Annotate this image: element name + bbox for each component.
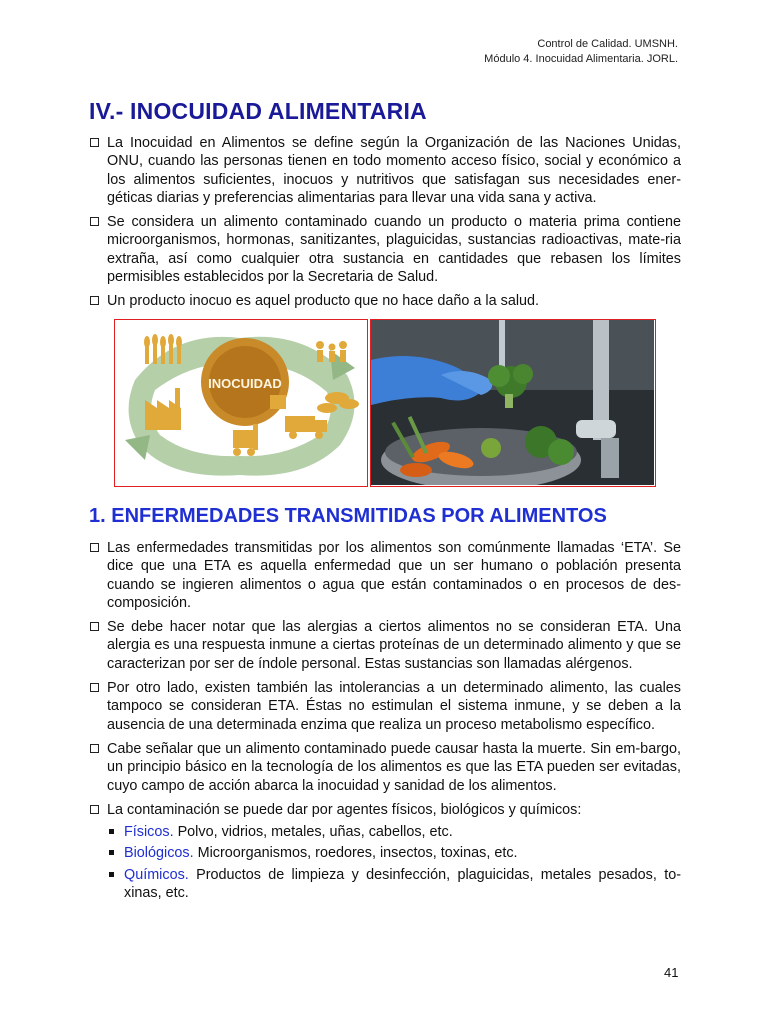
list-item: Se considera un alimento contaminado cuando un producto o materia prima contiene microorganismos, hormonas, sanitizantes, plaguicidas, sustancias radioactivas, mate-ria extraña, así como cualquier otra sustancia en cantidades que rebasen los límites permisibles establecidos por la Secretaria de Salud. — [89, 213, 681, 286]
list-item: Por otro lado, existen también las intolerancias a un determinado alimento, las cuales tampoco se consideran ETA. Éstas no estimulan el sistema inmune, y se deben a la ausencia de una determinada enzima que realiza un proceso metabolismo específico. — [89, 679, 681, 734]
section-title: 1. ENFERMEDADES TRANSMITIDAS POR ALIMENTOS — [89, 505, 607, 527]
square-bullet-icon — [109, 850, 114, 855]
list-item: La contaminación se puede dar por agentes físicos, biológicos y químicos: Físicos. Polvo, vidrios, metales, uñas, cabellos, etc. Biológicos. Microorganismos, roedores, insectos, toxinas, etc. Químicos. Productos de limpieza y desinfección, plaguicidas, metales pesados, to-xinas, etc. — [89, 801, 681, 902]
header-module: Módulo 4. Inocuidad Alimentaria. JORL. — [484, 53, 678, 65]
list-item-agent: Físicos. Polvo, vidrios, metales, uñas, cabellos, etc. — [107, 823, 681, 841]
page-header — [484, 37, 678, 67]
checkbox-bullet-icon — [90, 622, 99, 631]
list-item: Un producto inocuo es aquel producto que no hace daño a la salud. — [89, 292, 681, 310]
inocuidad-cycle-graphic — [115, 320, 366, 485]
contamination-agents-list — [107, 823, 681, 902]
list-item: La Inocuidad en Alimentos se define según la Organización de las Naciones Unidas, ONU, cuando las personas tienen en todo momento acceso físico, social y económico a los alimentos suficientes, inocuos y nutritivos que satisfagan sus necesidades ener-géticas diarias y preferencias alimentarias para llevar una vida sana y activa. — [89, 134, 681, 207]
checkbox-bullet-icon — [90, 683, 99, 692]
square-bullet-icon — [109, 872, 114, 877]
washing-vegetables-graphic — [371, 320, 654, 485]
list-item-agent: Biológicos. Microorganismos, roedores, insectos, toxinas, etc. — [107, 844, 681, 862]
chapter-title: IV.- INOCUIDAD ALIMENTARIA — [89, 98, 427, 124]
checkbox-bullet-icon — [90, 217, 99, 226]
list-item-agent: Químicos. Productos de limpieza y desinfección, plaguicidas, metales pesados, to-xinas, etc. — [107, 866, 681, 903]
header-course: Control de Calidad. UMSNH. — [537, 38, 678, 50]
list-item: Se debe hacer notar que las alergias a ciertos alimentos no se consideran ETA. Una alergia es una respuesta inmune a ciertas proteínas de un determinado alimento y que se caracterizan por ser de índole personal. Estas sustancias son llamadas alérgenos. — [89, 618, 681, 673]
checkbox-bullet-icon — [90, 296, 99, 305]
eta-list — [89, 539, 681, 908]
intro-list — [89, 134, 681, 317]
list-item: Las enfermedades transmitidas por los alimentos son comúnmente llamadas ‘ETA’. Se dice que una ETA es aquella enfermedad que un ser humano o población presenta cuando se ingieren alimentos o agua que están contaminados o en procesos de des-composición. — [89, 539, 681, 612]
list-item: Cabe señalar que un alimento contaminado puede causar hasta la muerte. Sin em-bargo, un principio básico en la tecnología de los alimentos es que las ETA pueden ser evitadas, cuyo campo de acción abarca la inocuidad y sanidad de los alimentos. — [89, 740, 681, 795]
checkbox-bullet-icon — [90, 543, 99, 552]
page-number: 41 — [664, 965, 679, 980]
checkbox-bullet-icon — [90, 744, 99, 753]
inocuidad-logo-text: INOCUIDAD — [208, 376, 282, 391]
inocuidad-illustration — [114, 319, 368, 487]
square-bullet-icon — [109, 829, 114, 834]
checkbox-bullet-icon — [90, 138, 99, 147]
washing-vegetables-photo — [370, 319, 656, 487]
checkbox-bullet-icon — [90, 805, 99, 814]
